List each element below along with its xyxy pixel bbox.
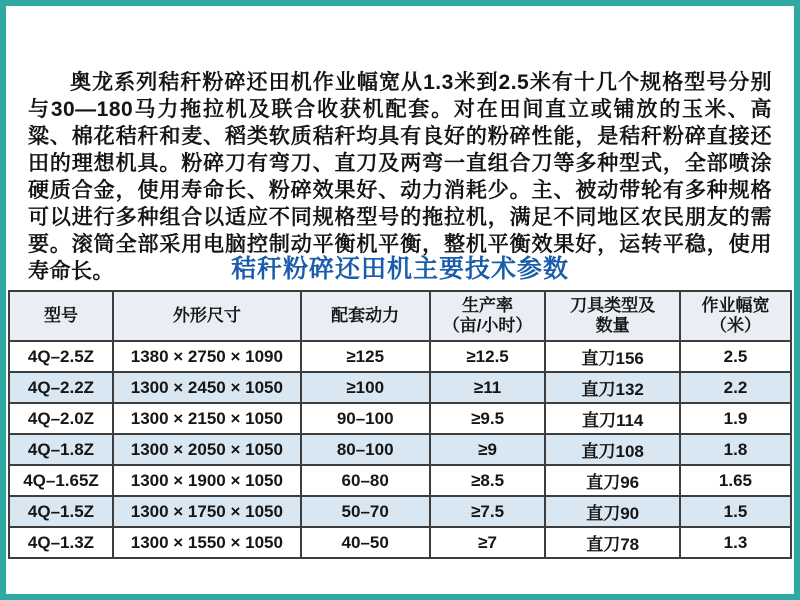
table-cell: 4Q–2.2Z — [9, 372, 113, 403]
table-cell: ≥11 — [430, 372, 546, 403]
table-cell: 直刀156 — [545, 341, 680, 372]
table-cell: 4Q–1.3Z — [9, 527, 113, 558]
table-cell: 直刀78 — [545, 527, 680, 558]
table-cell: 1300 × 1750 × 1050 — [113, 496, 301, 527]
table-cell: 40–50 — [301, 527, 430, 558]
table-header-cell: 生产率 （亩/小时） — [430, 291, 546, 341]
spec-table-body — [9, 341, 791, 558]
table-cell: 直刀90 — [545, 496, 680, 527]
table-row — [9, 341, 791, 372]
table-cell: 1.9 — [680, 403, 791, 434]
table-header-cell: 型号 — [9, 291, 113, 341]
table-header-cell: 配套动力 — [301, 291, 430, 341]
table-cell: 4Q–2.5Z — [9, 341, 113, 372]
table-cell: 1.8 — [680, 434, 791, 465]
table-header-row — [9, 291, 791, 341]
spec-table — [8, 290, 792, 559]
table-title: 秸秆粉碎还田机主要技术参数 — [230, 256, 569, 283]
table-row — [9, 372, 791, 403]
table-cell: 50–70 — [301, 496, 430, 527]
table-cell: 直刀114 — [545, 403, 680, 434]
table-cell: 4Q–1.65Z — [9, 465, 113, 496]
table-cell: 1.5 — [680, 496, 791, 527]
table-header-cell: 刀具类型及 数量 — [545, 291, 680, 341]
table-row — [9, 496, 791, 527]
table-cell: 80–100 — [301, 434, 430, 465]
table-row — [9, 434, 791, 465]
intro-paragraph: 奥龙系列秸秆粉碎还田机作业幅宽从1.3米到2.5米有十几个规格型号分别与30—180马力拖拉机及联合收获机配套。对在田间直立或铺放的玉米、高粱、棉花秸秆和麦、稻类软质秸秆均具有良好的粉碎性能，是秸秆粉碎直接还田的理想机具。粉碎刀有弯刀、直刀及两弯一直组合刀等多种型式，全部喷涂硬质合金，使用寿命长、粉碎效果好、动力消耗少。主、被动带轮有多种规格可以进行多种组合以适应不同规格型号的拖拉机，满足不同地区农民朋友的需要。滚筒全部采用电脑控制动平衡机平衡，整机平衡效果好，运转平稳，使用寿命长。 — [28, 71, 772, 283]
table-cell: 1300 × 1550 × 1050 — [113, 527, 301, 558]
table-cell: 90–100 — [301, 403, 430, 434]
table-cell: 2.2 — [680, 372, 791, 403]
table-cell: ≥9.5 — [430, 403, 546, 434]
table-cell: ≥125 — [301, 341, 430, 372]
table-cell: 1.3 — [680, 527, 791, 558]
table-cell: ≥100 — [301, 372, 430, 403]
table-header-cell: 外形尺寸 — [113, 291, 301, 341]
table-cell: ≥9 — [430, 434, 546, 465]
table-header-cell: 作业幅宽 （米） — [680, 291, 791, 341]
table-row — [9, 403, 791, 434]
table-cell: 1380 × 2750 × 1090 — [113, 341, 301, 372]
table-cell: 直刀108 — [545, 434, 680, 465]
table-cell: ≥12.5 — [430, 341, 546, 372]
table-row — [9, 527, 791, 558]
table-cell: 直刀132 — [545, 372, 680, 403]
table-cell: 1300 × 2050 × 1050 — [113, 434, 301, 465]
table-cell: ≥7 — [430, 527, 546, 558]
table-cell: 1300 × 2150 × 1050 — [113, 403, 301, 434]
table-row — [9, 465, 791, 496]
table-cell: 4Q–2.0Z — [9, 403, 113, 434]
table-cell: 1.65 — [680, 465, 791, 496]
table-cell: 60–80 — [301, 465, 430, 496]
table-cell: 4Q–1.8Z — [9, 434, 113, 465]
table-cell: 直刀96 — [545, 465, 680, 496]
table-cell: 4Q–1.5Z — [9, 496, 113, 527]
table-cell: 1300 × 1900 × 1050 — [113, 465, 301, 496]
table-cell: ≥7.5 — [430, 496, 546, 527]
table-cell: ≥8.5 — [430, 465, 546, 496]
table-cell: 1300 × 2450 × 1050 — [113, 372, 301, 403]
table-cell: 2.5 — [680, 341, 791, 372]
